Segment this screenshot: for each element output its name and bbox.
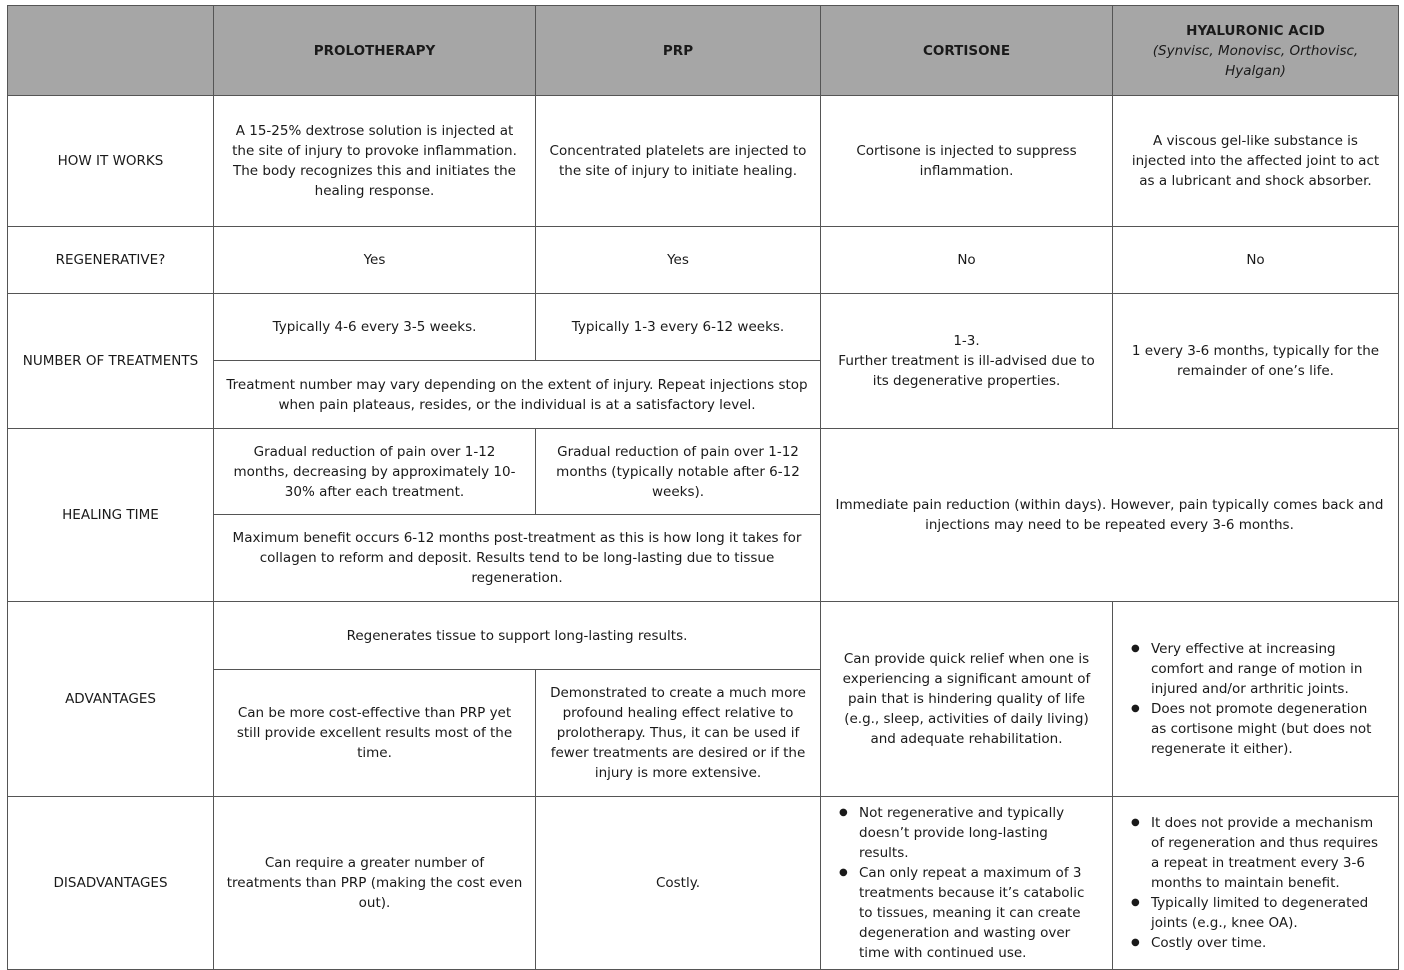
row-regenerative: [8, 227, 1399, 294]
list-item: ● Does not promote degeneration as cortisone might (but does not regenerate it either).: [1151, 699, 1386, 759]
cell-prolotherapy: Typically 4-6 every 3-5 weeks.: [214, 294, 536, 361]
list-item: ● Not regenerative and typically doesn’t provide long-lasting results.: [859, 803, 1100, 863]
header-prp: PRP: [536, 6, 821, 96]
row-how-it-works: [8, 96, 1399, 227]
cell-prp: Typically 1-3 every 6-12 weeks.: [536, 294, 821, 361]
cell-cortisone: Can provide quick relief when one is experiencing a significant amount of pain that is hindering quality of life (e.g., sleep, activities of daily living) and adequate rehabilitation.: [821, 602, 1113, 797]
header-prolotherapy: PROLOTHERAPY: [214, 6, 536, 96]
header-hyaluronic-subtitle: (Synvisc, Monovisc, Orthovisc, Hyalgan): [1152, 42, 1359, 79]
cell-prp: Yes: [536, 227, 821, 294]
row-label: ADVANTAGES: [8, 602, 214, 797]
header-row: [8, 6, 1399, 96]
row-label: HOW IT WORKS: [8, 96, 214, 227]
cortisone-disadvantages-list: [833, 803, 1100, 963]
cell-prolotherapy: Can require a greater number of treatments than PRP (making the cost even out).: [214, 797, 536, 970]
row-label: HEALING TIME: [8, 429, 214, 602]
header-cortisone: CORTISONE: [821, 6, 1113, 96]
cell-hyaluronic: [1113, 602, 1399, 797]
row-label: REGENERATIVE?: [8, 227, 214, 294]
row-disadvantages: [8, 797, 1399, 970]
cell-prp: Gradual reduction of pain over 1-12 months (typically notable after 6-12 weeks).: [536, 429, 821, 515]
cell-hyaluronic: No: [1113, 227, 1399, 294]
cell-hyaluronic: 1 every 3-6 months, typically for the remainder of one’s life.: [1113, 294, 1399, 429]
hyaluronic-disadvantages-list: [1125, 813, 1386, 953]
cell-cortisone: [821, 797, 1113, 970]
row-label: DISADVANTAGES: [8, 797, 214, 970]
list-item: ● Costly over time.: [1151, 933, 1386, 953]
comparison-table: [7, 5, 1399, 970]
cell-prolotherapy-prp-shared: Maximum benefit occurs 6-12 months post-treatment as this is how long it takes for collagen to reform and deposit. Results tend to be long-lasting due to tissue regeneration.: [214, 515, 821, 602]
header-hyaluronic: [1113, 6, 1399, 96]
row-number-of-treatments: [8, 294, 1399, 361]
cortisone-count: 1-3.: [953, 333, 980, 349]
hyaluronic-advantages-list: [1125, 639, 1386, 759]
list-item: ● Can only repeat a maximum of 3 treatments because it’s catabolic to tissues, meaning it can create degeneration and wasting over time with continued use.: [859, 863, 1100, 963]
row-label: NUMBER OF TREATMENTS: [8, 294, 214, 429]
cortisone-note: Further treatment is ill-advised due to its degenerative properties.: [838, 353, 1095, 389]
cell-prolotherapy: Yes: [214, 227, 536, 294]
cell-hyaluronic: A viscous gel-like substance is injected into the affected joint to act as a lubricant and shock absorber.: [1113, 96, 1399, 227]
cell-prolotherapy-prp-shared: Regenerates tissue to support long-lasting results.: [214, 602, 821, 670]
cell-prolotherapy: Gradual reduction of pain over 1-12 months, decreasing by approximately 10-30% after each treatment.: [214, 429, 536, 515]
cell-hyaluronic: [1113, 797, 1399, 970]
cell-cortisone-hyaluronic-shared: Immediate pain reduction (within days). However, pain typically comes back and injections may need to be repeated every 3-6 months.: [821, 429, 1399, 602]
cell-cortisone: [821, 294, 1113, 429]
list-item: ● Typically limited to degenerated joints (e.g., knee OA).: [1151, 893, 1386, 933]
cell-prolotherapy: A 15-25% dextrose solution is injected at the site of injury to provoke inflammation. The body recognizes this and initiates the healing response.: [214, 96, 536, 227]
header-corner: [8, 6, 214, 96]
row-advantages: [8, 602, 1399, 670]
list-item: ● Very effective at increasing comfort and range of motion in injured and/or arthritic joints.: [1151, 639, 1386, 699]
cell-cortisone: Cortisone is injected to suppress inflammation.: [821, 96, 1113, 227]
cell-prolotherapy: Can be more cost-effective than PRP yet still provide excellent results most of the time.: [214, 670, 536, 797]
cell-prp: Demonstrated to create a much more profound healing effect relative to prolotherapy. Thus, it can be used if fewer treatments are desired or if the injury is more extensive.: [536, 670, 821, 797]
cell-cortisone: No: [821, 227, 1113, 294]
header-hyaluronic-title: HYALURONIC ACID: [1186, 22, 1325, 39]
row-healing-time: [8, 429, 1399, 515]
cell-prp: Costly.: [536, 797, 821, 970]
cell-prp: Concentrated platelets are injected to the site of injury to initiate healing.: [536, 96, 821, 227]
cell-prolotherapy-prp-shared: Treatment number may vary depending on the extent of injury. Repeat injections stop when pain plateaus, resides, or the individual is at a satisfactory level.: [214, 361, 821, 429]
list-item: ● It does not provide a mechanism of regeneration and thus requires a repeat in treatment every 3-6 months to maintain benefit.: [1151, 813, 1386, 893]
